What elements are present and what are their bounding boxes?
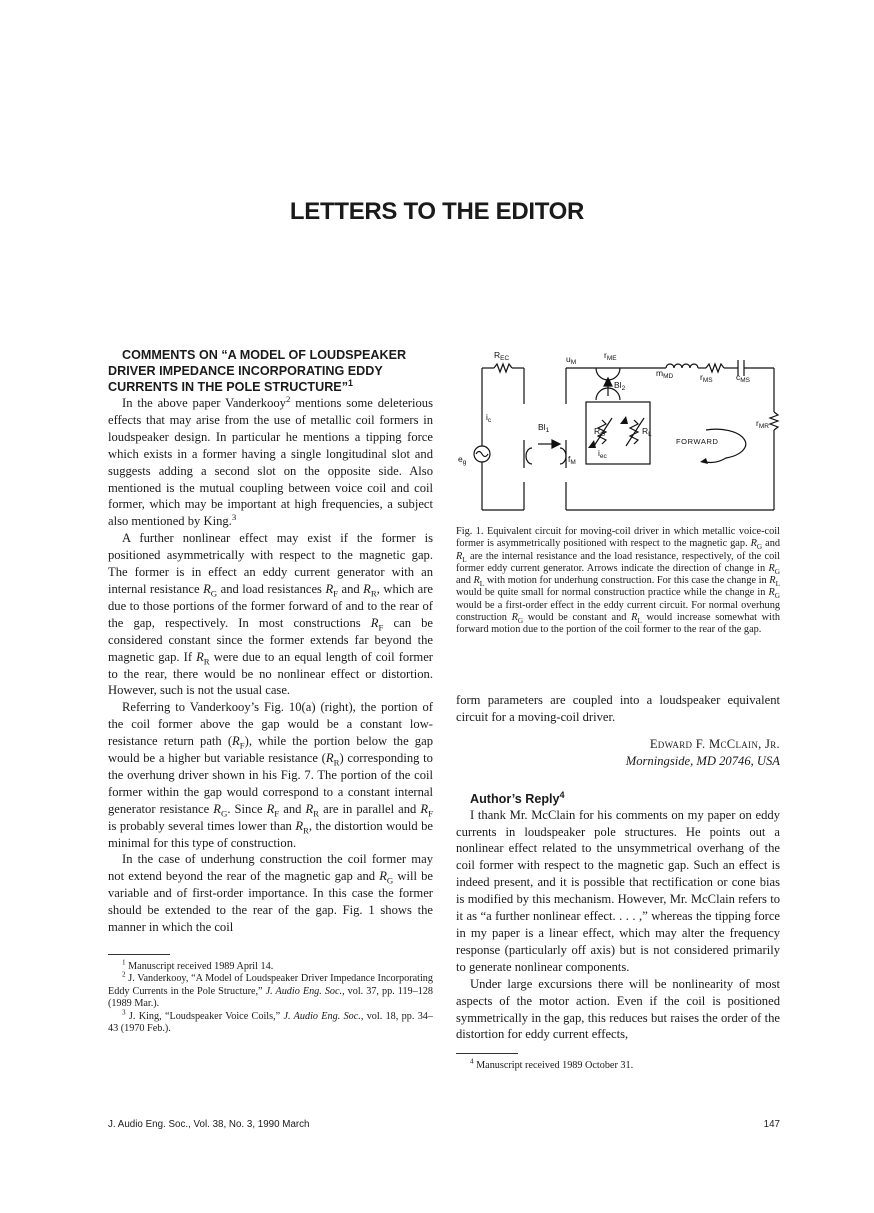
math-subscript: F — [274, 808, 280, 819]
label-ic: $i_c$ — [486, 412, 492, 424]
label-mmd: $m_{MD}$ — [656, 368, 674, 380]
text: would be quite small for normal construction practice while the change in — [456, 587, 769, 599]
letter-heading — [108, 347, 433, 395]
paragraph: Under large excursions there will be nonlinearity of most aspects of the motor action. Even if the coil is positioned symmetrically in the gap, this reduces but raises the order of the distortion for eddy current effects, — [456, 976, 780, 1042]
math-symbol: R — [266, 801, 275, 816]
footnote-ref: 3 — [231, 512, 237, 523]
math-symbol: R — [631, 612, 638, 624]
math-symbol: R — [769, 575, 776, 587]
paragraph — [108, 699, 433, 851]
math-symbol: R — [295, 818, 304, 833]
math-symbol: R — [325, 751, 334, 766]
label-iec: $i_{ec}$ — [598, 448, 607, 460]
math-subscript: G — [774, 592, 780, 601]
math-subscript: R — [313, 808, 320, 819]
footnote — [456, 1057, 780, 1072]
math-symbol: R — [213, 801, 221, 816]
math-subscript: F — [378, 622, 384, 633]
math-subscript: F — [428, 808, 433, 819]
math-subscript: R — [203, 656, 210, 667]
text: with motion for underhung construction. For this case the change in — [484, 575, 770, 587]
math-symbol: R — [456, 550, 463, 562]
math-subscript: F — [333, 588, 339, 599]
figure-caption — [456, 526, 780, 637]
text: and — [762, 538, 780, 550]
math-subscript: R — [370, 588, 377, 599]
label-rec: $R_{EC}$ — [494, 350, 510, 362]
text: are the internal resistance and the load resistance, respectively, of the coil former eddy current generator. Arrows indicate the direction of change in — [456, 550, 780, 574]
paragraph: I thank Mr. McClain for his comments on my paper on eddy currents in loudspeaker pole structures. He points out a nonlinear effect related to the unsymmetrical overhang of the coil former with respect to the magnetic gap. Such an effect is indeed present, and it is possible that rectification or cone bias is modified by this mechanism. However, Mr. McClain refers to it as “a further nonlinear effect. . . . ,” whereas the tipping force in my paper is a linear effect, which may alter the frequency response (particularly off axis) but is not considered primarily to generate nonlinear components. — [456, 807, 780, 974]
footer-citation: J. Audio Eng. Soc., Vol. 38, No. 3, 1990 March — [108, 1119, 310, 1130]
text: will be variable and of first-order importance. In this case the former should be extended to the rear of the gap. Fig. 1 shows the manner in which the coil — [108, 869, 433, 935]
label-eg: $e_g$ — [458, 454, 467, 466]
text: Referring to Vanderkooy’s Fig. 10(a) (right), the portion of the coil former above the gap would be a constant low-resistance return path ( — [108, 700, 433, 749]
paragraph — [108, 530, 433, 699]
footnote — [108, 958, 433, 973]
text: are in parallel and — [319, 801, 421, 816]
math-subscript: L — [775, 580, 780, 589]
footnote-number: 4 — [470, 1057, 474, 1066]
footnote-number: 2 — [122, 971, 126, 980]
math-subscript: R — [303, 825, 309, 836]
math-symbol: R — [363, 581, 371, 596]
math-symbol: R — [196, 649, 204, 664]
footnote-number: 1 — [122, 958, 126, 967]
math-subscript: G — [210, 588, 218, 599]
text: and — [338, 581, 364, 596]
text: were due to an equal length of coil former to the rear, there would be no nonlinear effect or distortion. However, such is not the usual case. — [108, 649, 433, 698]
label-rms: $r_{MS}$ — [700, 372, 713, 384]
journal-name: J. Audio Eng. Soc. — [265, 985, 343, 997]
journal-name: J. Audio Eng. Soc. — [283, 1010, 361, 1022]
reply-heading — [456, 791, 780, 807]
text: In the above paper Vanderkooy — [122, 396, 286, 410]
math-symbol: R — [473, 575, 480, 587]
math-subscript: L — [479, 580, 485, 589]
footnote-ref: 1 — [348, 377, 353, 388]
label-bl2: $Bl_2$ — [614, 380, 626, 392]
text: would be a first-order effect in the eddy current circuit. For normal overhung construction — [456, 599, 780, 624]
text: In the case of underhung construction the coil former may not extend beyond the rear of the magnetic gap and — [108, 852, 433, 884]
text: , the distortion would be minimal for this type of construction. — [108, 818, 434, 850]
footnote-number: 3 — [122, 1008, 126, 1017]
label-um: $u_M$ — [566, 354, 577, 366]
label-bl1: $Bl_1$ — [538, 422, 550, 434]
text: J. Vanderkooy, “A Model of Loudspeaker Driver Impedance Incorporating Eddy Currents in the Pole Structure,” — [108, 973, 433, 997]
text: and load resistances — [217, 581, 326, 596]
footnote-ref: 4 — [559, 789, 565, 800]
math-subscript: G — [220, 808, 228, 819]
text: , which are due to those portions of the former forward of and to the rear of the gap, respectively. In most constructions — [108, 581, 433, 630]
text: J. King, “Loudspeaker Voice Coils,” — [125, 1010, 284, 1022]
text: and — [456, 575, 474, 587]
text: would be constant and — [523, 612, 632, 624]
footnote-divider — [456, 1053, 518, 1054]
math-symbol: R — [203, 581, 211, 596]
text: is probably several times lower than — [108, 818, 296, 833]
footnote-ref: 2 — [285, 393, 291, 404]
letter-heading-text: COMMENTS ON “A MODEL OF LOUDSPEAKER DRIVER IMPEDANCE INCORPORATING EDDY CURRENTS IN THE POLE STRUCTURE” — [108, 348, 407, 394]
math-symbol: R — [305, 801, 314, 816]
left-column — [108, 347, 433, 1035]
text: , vol. 18, pp. 34–43 (1970 Feb.). — [108, 1010, 433, 1035]
math-symbol: R — [325, 581, 334, 596]
text: can be considered constant since the former extends far beyond the magnetic gap. If — [108, 615, 433, 664]
math-subscript: G — [386, 875, 394, 886]
text: . Since — [227, 801, 267, 816]
math-subscript: L — [462, 555, 467, 564]
text: Manuscript received 1989 April 14. — [125, 961, 274, 972]
signature-name: Edward F. McClain, Jr. — [649, 736, 780, 751]
label-rl: $R_L$ — [642, 426, 652, 438]
signature-location: Morningside, MD 20746, USA — [625, 753, 780, 768]
label-fm: $f_M$ — [568, 454, 576, 466]
label-rg: $R_G$ — [594, 426, 606, 438]
text: A further nonlinear effect may exist if the former is positioned asymmetrically with respect to the magnetic gap. The former is in effect an eddy current generator with an internal resistance — [108, 531, 433, 596]
math-symbol: R — [511, 612, 518, 624]
text: Manuscript received 1989 October 31. — [473, 1060, 634, 1072]
text: Fig. 1. Equivalent circuit for moving-coil driver in which metallic voice-coil former is asymmetrically positioned with respect to the magnetic gap. — [456, 526, 780, 550]
text: ), while the portion below the gap would be a higher but variable resistance ( — [108, 734, 433, 766]
math-symbol: R — [420, 801, 429, 816]
equivalent-circuit-figure — [456, 344, 782, 516]
text: would increase somewhat with forward motion due to the portion of the coil former to the rear of the gap. — [456, 612, 780, 636]
math-subscript: L — [637, 617, 642, 626]
paragraph — [108, 851, 433, 936]
math-subscript: G — [756, 543, 763, 552]
reply-heading-text: Author’s Reply — [470, 791, 560, 806]
math-symbol: R — [768, 587, 775, 599]
text: and — [279, 801, 306, 816]
math-subscript: F — [239, 740, 245, 751]
label-rmr: $r_{MR}$ — [756, 418, 769, 430]
math-symbol: R — [750, 538, 757, 550]
math-symbol: R — [232, 734, 240, 749]
label-rme: $r_{ME}$ — [604, 350, 617, 362]
footnote-divider — [108, 954, 170, 955]
label-cms: $c_{MS}$ — [736, 372, 750, 384]
math-symbol: R — [370, 615, 379, 630]
label-forward: FORWARD — [676, 437, 719, 446]
math-symbol: R — [379, 869, 387, 884]
math-symbol: R — [768, 562, 775, 574]
paragraph: form parameters are coupled into a loudspeaker equivalent circuit for a moving-coil driver. — [456, 693, 780, 724]
footnote — [108, 1008, 433, 1036]
text: , vol. 37, pp. 119–128 (1989 Mar.). — [108, 985, 434, 1010]
page-number: 147 — [763, 1119, 780, 1130]
footnote — [108, 973, 433, 1010]
right-column — [456, 692, 780, 1073]
text: ) corresponding to the overhung driver shown in his Fig. 7. The portion of the coil former within the gap would correspond to a constant internal generator resistance — [108, 751, 433, 816]
math-subscript: G — [774, 567, 780, 576]
paragraph — [108, 395, 433, 530]
page-title: LETTERS TO THE EDITOR — [289, 198, 585, 225]
text: mentions some deleterious effects that may arise from the use of metallic coil formers in loudspeaker design. In particular he mentions a tipping force which exists in a former having a single longitudinal slot and suggests adding a second slot on the opposite side. Also mentioned is the mutual coupling between voice coil and coil former, which may be important at high frequencies, a subject also mentioned by King. — [108, 396, 433, 529]
math-subscript: R — [333, 757, 340, 768]
math-subscript: G — [517, 617, 524, 626]
